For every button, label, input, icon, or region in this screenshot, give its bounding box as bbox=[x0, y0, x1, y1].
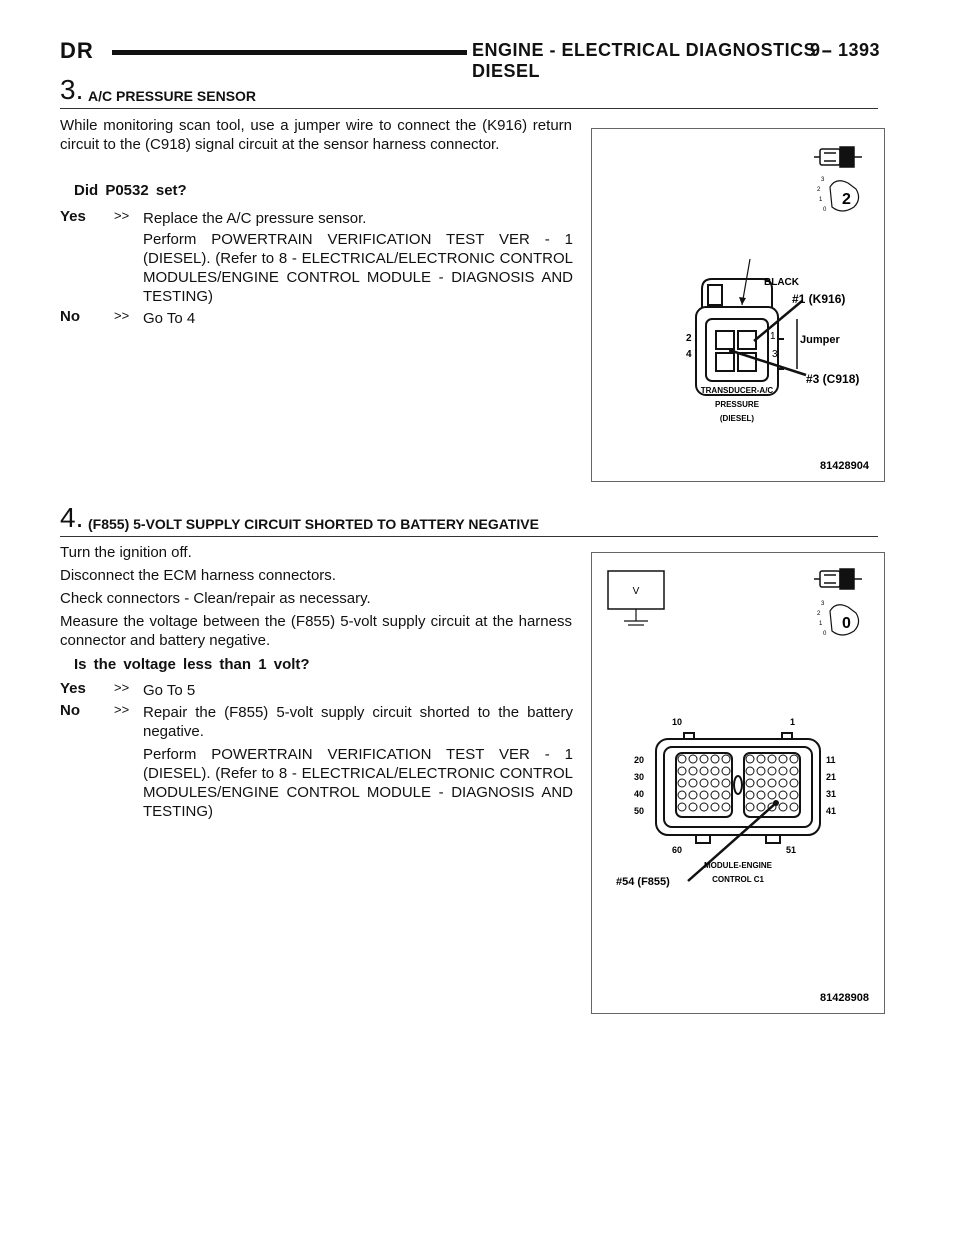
dial-value: 2 bbox=[842, 191, 851, 208]
connector-pin bbox=[711, 803, 719, 811]
connector-pin bbox=[768, 779, 776, 787]
connector-pin bbox=[678, 803, 686, 811]
svg-text:3: 3 bbox=[821, 601, 825, 607]
step-4-heading bbox=[60, 502, 878, 537]
step-4-line-4: Measure the voltage between the (F855) 5-volt supply circuit at the harness connector and battery negative. bbox=[60, 613, 572, 649]
connector-pin bbox=[689, 779, 697, 787]
connector-pin bbox=[757, 803, 765, 811]
step-title: (F855) 5-VOLT SUPPLY CIRCUIT SHORTED TO BATTERY NEGATIVE bbox=[88, 516, 539, 532]
step-3-yes-action-2: Perform POWERTRAIN VERIFICATION TEST VER - 1 (DIESEL). (Refer to 8 - ELECTRICAL/ELECTRONIC CONTROL MODULES/ENGINE CONTROL MODULE - DIAGNOSIS AND TESTING) bbox=[143, 231, 573, 305]
connector-pin bbox=[757, 779, 765, 787]
figure-id: 81428908 bbox=[820, 992, 869, 1004]
connector-pin bbox=[711, 779, 719, 787]
ecm-connector-diagram bbox=[592, 553, 884, 1013]
connector-pin bbox=[678, 755, 686, 763]
step-4-yes-action: Go To 5 bbox=[143, 682, 196, 699]
ecm-connector bbox=[656, 733, 820, 843]
connector-pin bbox=[746, 803, 754, 811]
component-name-1: MODULE-ENGINE bbox=[704, 861, 772, 870]
connector-pin bbox=[700, 755, 708, 763]
ac-sensor-diagram bbox=[592, 129, 884, 481]
connector-pin bbox=[779, 779, 787, 787]
probe-point bbox=[729, 348, 735, 354]
connector-pin bbox=[746, 755, 754, 763]
connector-pin bbox=[722, 803, 730, 811]
connector-pin bbox=[678, 767, 686, 775]
connector-pin bbox=[689, 803, 697, 811]
step-3-yes-arrow: >> bbox=[114, 208, 130, 223]
component-name-1: TRANSDUCER-A/C bbox=[700, 386, 774, 395]
connector-pin bbox=[689, 755, 697, 763]
connector-pin bbox=[689, 791, 697, 799]
connector-pin bbox=[779, 803, 787, 811]
step-4-line-2: Disconnect the ECM harness connectors. bbox=[60, 567, 336, 584]
header-rule bbox=[112, 50, 467, 55]
svg-text:2: 2 bbox=[817, 187, 821, 193]
step-4-line-1: Turn the ignition off. bbox=[60, 544, 192, 561]
connector-icon bbox=[814, 569, 862, 589]
connector-pin bbox=[790, 755, 798, 763]
step-3-no-arrow: >> bbox=[114, 308, 130, 323]
header-title: ENGINE - ELECTRICAL DIAGNOSTICS - DIESEL bbox=[472, 40, 829, 81]
connector-pin bbox=[700, 779, 708, 787]
connector-pin bbox=[722, 755, 730, 763]
step-4-yes-label: Yes bbox=[60, 680, 86, 697]
connector-pin bbox=[746, 767, 754, 775]
pin-label-2: 2 bbox=[686, 333, 692, 344]
pin-label-30: 30 bbox=[634, 772, 645, 782]
connector-pin bbox=[790, 767, 798, 775]
connector-pin bbox=[779, 767, 787, 775]
pin-label-51: 51 bbox=[786, 845, 797, 855]
page-number: 9 - 1393 bbox=[809, 40, 880, 60]
voltmeter-icon bbox=[608, 571, 664, 625]
pin-label-11: 11 bbox=[826, 755, 836, 765]
label-pin1-k916: #1 (K916) bbox=[792, 292, 846, 306]
svg-text:2: 2 bbox=[817, 611, 821, 617]
pin-label-40: 40 bbox=[634, 789, 645, 799]
pin-label-50: 50 bbox=[634, 806, 645, 816]
connector-pin bbox=[746, 779, 754, 787]
label-pin54-f855: #54 (F855) bbox=[616, 876, 670, 888]
svg-text:1: 1 bbox=[819, 621, 823, 627]
figure-ecm-connector bbox=[591, 552, 885, 1014]
connector-pin bbox=[711, 755, 719, 763]
connector-pin bbox=[711, 791, 719, 799]
pin-label-21: 21 bbox=[826, 772, 837, 782]
dial-icon bbox=[817, 601, 859, 637]
step-number: 3. bbox=[60, 74, 84, 105]
connector-pin bbox=[768, 755, 776, 763]
connector-pin bbox=[757, 767, 765, 775]
svg-text:0: 0 bbox=[823, 631, 827, 637]
step-3-instruction: While monitoring scan tool, use a jumper wire to connect the (K916) return circuit to the (C918) signal circuit at the sensor harness connector. bbox=[60, 117, 572, 153]
connector-pin bbox=[722, 791, 730, 799]
step-4-yes-arrow: >> bbox=[114, 680, 130, 695]
connector-pin bbox=[757, 791, 765, 799]
label-jumper: Jumper bbox=[800, 334, 840, 346]
svg-text:0: 0 bbox=[823, 207, 827, 213]
connector-pin bbox=[768, 767, 776, 775]
step-3-yes-action-1: Replace the A/C pressure sensor. bbox=[143, 210, 367, 227]
connector-pin bbox=[790, 791, 798, 799]
pin-label-31: 31 bbox=[826, 789, 837, 799]
dial-value: 0 bbox=[842, 615, 851, 632]
component-name-3: (DIESEL) bbox=[719, 414, 755, 423]
connector-pin bbox=[700, 803, 708, 811]
step-3-yes-label: Yes bbox=[60, 208, 86, 225]
step-4-no-arrow: >> bbox=[114, 702, 130, 717]
connector-pin bbox=[790, 779, 798, 787]
step-4-no-action-2: Perform POWERTRAIN VERIFICATION TEST VER - 1 (DIESEL). (Refer to 8 - ELECTRICAL/ELECTRONIC CONTROL MODULES/ENGINE CONTROL MODULE - DIAGNOSIS AND TESTING) bbox=[143, 746, 573, 820]
connector-pin bbox=[779, 791, 787, 799]
dial-icon bbox=[817, 177, 859, 213]
connector-pin bbox=[722, 779, 730, 787]
voltmeter-label: V bbox=[632, 586, 640, 597]
svg-text:3: 3 bbox=[821, 177, 825, 183]
pin-label-1: 1 bbox=[790, 717, 796, 727]
step-number: 4. bbox=[60, 502, 84, 533]
black-arrow bbox=[739, 297, 746, 305]
pin-label-1: 1 bbox=[770, 331, 776, 342]
step-3-no-label: No bbox=[60, 308, 80, 325]
pin-label-10: 10 bbox=[672, 717, 683, 727]
connector-pin bbox=[722, 767, 730, 775]
component-name-2: PRESSURE bbox=[714, 400, 760, 409]
header-section-code: DR bbox=[60, 38, 94, 63]
component-name-2: CONTROL C1 bbox=[712, 875, 764, 884]
page-header bbox=[60, 38, 880, 81]
connector-pin bbox=[779, 755, 787, 763]
pin-label-60: 60 bbox=[672, 845, 683, 855]
step-4-no-action-1: Repair the (F855) 5-volt supply circuit shorted to the battery negative. bbox=[143, 704, 573, 740]
step-3-no-action: Go To 4 bbox=[143, 310, 196, 327]
connector-pin bbox=[700, 767, 708, 775]
connector-pin bbox=[678, 791, 686, 799]
pin-label-41: 41 bbox=[826, 806, 837, 816]
step-4-question: Is the voltage less than 1 volt? bbox=[74, 656, 310, 673]
pin-label-20: 20 bbox=[634, 755, 645, 765]
svg-text:1: 1 bbox=[819, 197, 823, 203]
pin-label-4: 4 bbox=[686, 349, 692, 360]
connector-pin bbox=[689, 767, 697, 775]
connector-pin bbox=[711, 767, 719, 775]
pin-label-3: 3 bbox=[772, 349, 778, 360]
step-3-heading bbox=[60, 74, 878, 109]
connector-icon bbox=[814, 147, 862, 167]
label-pin3-c918: #3 (C918) bbox=[806, 372, 860, 386]
connector-pin bbox=[757, 755, 765, 763]
probe-point bbox=[773, 800, 779, 806]
connector-pin bbox=[768, 791, 776, 799]
step-3-question: Did P0532 set? bbox=[74, 182, 187, 199]
connector-pin bbox=[746, 791, 754, 799]
figure-ac-pressure-sensor bbox=[591, 128, 885, 482]
label-black: BLACK bbox=[764, 277, 799, 288]
step-title: A/C PRESSURE SENSOR bbox=[88, 88, 257, 104]
step-4-no-label: No bbox=[60, 702, 80, 719]
figure-id: 81428904 bbox=[820, 460, 869, 472]
step-4-line-3: Check connectors - Clean/repair as necessary. bbox=[60, 590, 371, 607]
connector-pin bbox=[790, 803, 798, 811]
connector-pin bbox=[678, 779, 686, 787]
connector-pin bbox=[700, 791, 708, 799]
